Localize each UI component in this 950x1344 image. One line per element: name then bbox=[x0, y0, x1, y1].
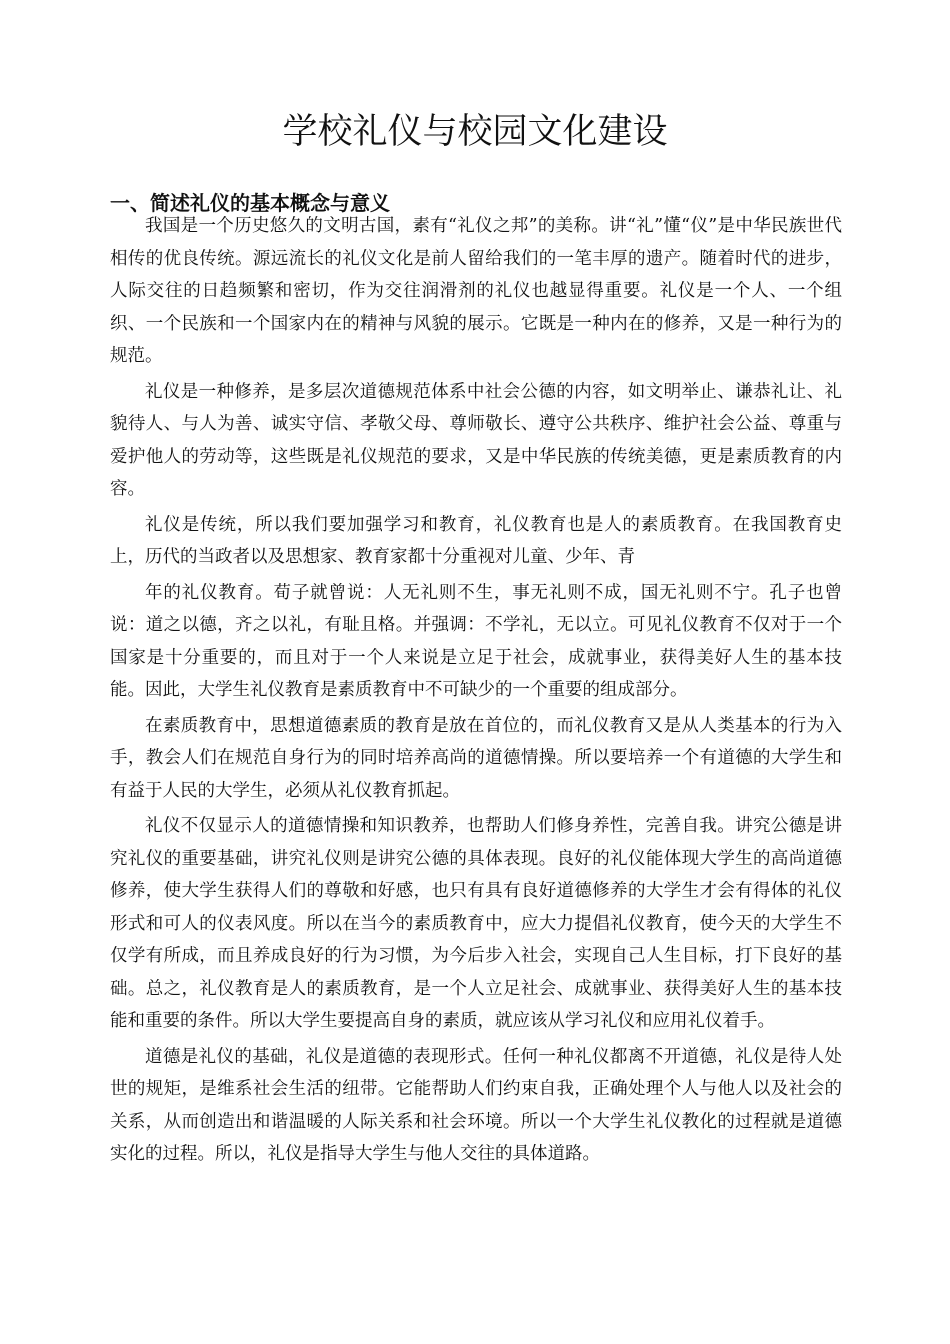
paragraph: 礼仪是传统，所以我们要加强学习和教育，礼仪教育也是人的素质教育。在我国教育史上，历代的当政者以及思想家、教育家都十分重视对儿童、少年、青 bbox=[110, 514, 842, 567]
document-body bbox=[110, 210, 842, 1171]
paragraph: 在素质教育中，思想道德素质的教育是放在首位的，而礼仪教育又是从人类基本的行为入手，教会人们在规范自身行为的同时培养高尚的道德情操。所以要培养一个有道德的大学生和有益于人民的大学生，必须从礼仪教育抓起。 bbox=[110, 715, 842, 801]
paragraph: 我国是一个历史悠久的文明古国，素有“礼仪之邦”的美称。讲“礼”懂“仪”是中华民族世代相传的优良传统。源远流长的礼仪文化是前人留给我们的一笔丰厚的遗产。随着时代的进步，人际交往的日趋频繁和密切，作为交往润滑剂的礼仪也越显得重要。礼仪是一个人、一个组织、一个民族和一个国家内在的精神与风貌的展示。它既是一种内在的修养，又是一种行为的规范。 bbox=[110, 216, 842, 366]
paragraph: 道德是礼仪的基础，礼仪是道德的表现形式。任何一种礼仪都离不开道德，礼仪是待人处世的规矩，是维系社会生活的纽带。它能帮助人们约束自我，正确处理个人与他人以及社会的关系，从而创造出和谐温暖的人际关系和社会环境。所以一个大学生礼仪教化的过程就是道德实化的过程。所以，礼仪是指导大学生与他人交往的具体道路。 bbox=[110, 1046, 842, 1164]
section-heading: 一、简述礼仪的基本概念与意义 bbox=[110, 191, 390, 215]
document-title: 学校礼仪与校园文化建设 bbox=[282, 112, 668, 152]
paragraph: 礼仪是一种修养，是多层次道德规范体系中社会公德的内容，如文明举止、谦恭礼让、礼貌待人、与人为善、诚实守信、孝敬父母、尊师敬长、遵守公共秩序、维护社会公益、尊重与爱护他人的劳动等，这些既是礼仪规范的要求，又是中华民族的传统美德，更是素质教育的内容。 bbox=[110, 381, 842, 499]
paragraph: 礼仪不仅显示人的道德情操和知识教养，也帮助人们修身养性，完善自我。讲究公德是讲究礼仪的重要基础，讲究礼仪则是讲究公德的具体表现。良好的礼仪能体现大学生的高尚道德修养，使大学生获得人们的尊敬和好感，也只有具有良好道德修养的大学生才会有得体的礼仪形式和可人的仪表风度。所以在当今的素质教育中，应大力提倡礼仪教育，使今天的大学生不仅学有所成，而且养成良好的行为习惯，为今后步入社会，实现自己人生目标，打下良好的基础。总之，礼仪教育是人的素质教育，是一个人立足社会、成就事业、获得美好人生的基本技能和重要的条件。所以大学生要提高自身的素质，就应该从学习礼仪和应用礼仪着手。 bbox=[110, 816, 842, 1031]
paragraph: 年的礼仪教育。荀子就曾说：人无礼则不生，事无礼则不成，国无礼则不宁。孔子也曾说：道之以德，齐之以礼，有耻且格。并强调：不学礼，无以立。可见礼仪教育不仅对于一个国家是十分重要的，而且对于一个人来说是立足于社会，成就事业，获得美好人生的基本技能。因此，大学生礼仪教育是素质教育中不可缺少的一个重要的组成部分。 bbox=[110, 582, 842, 700]
